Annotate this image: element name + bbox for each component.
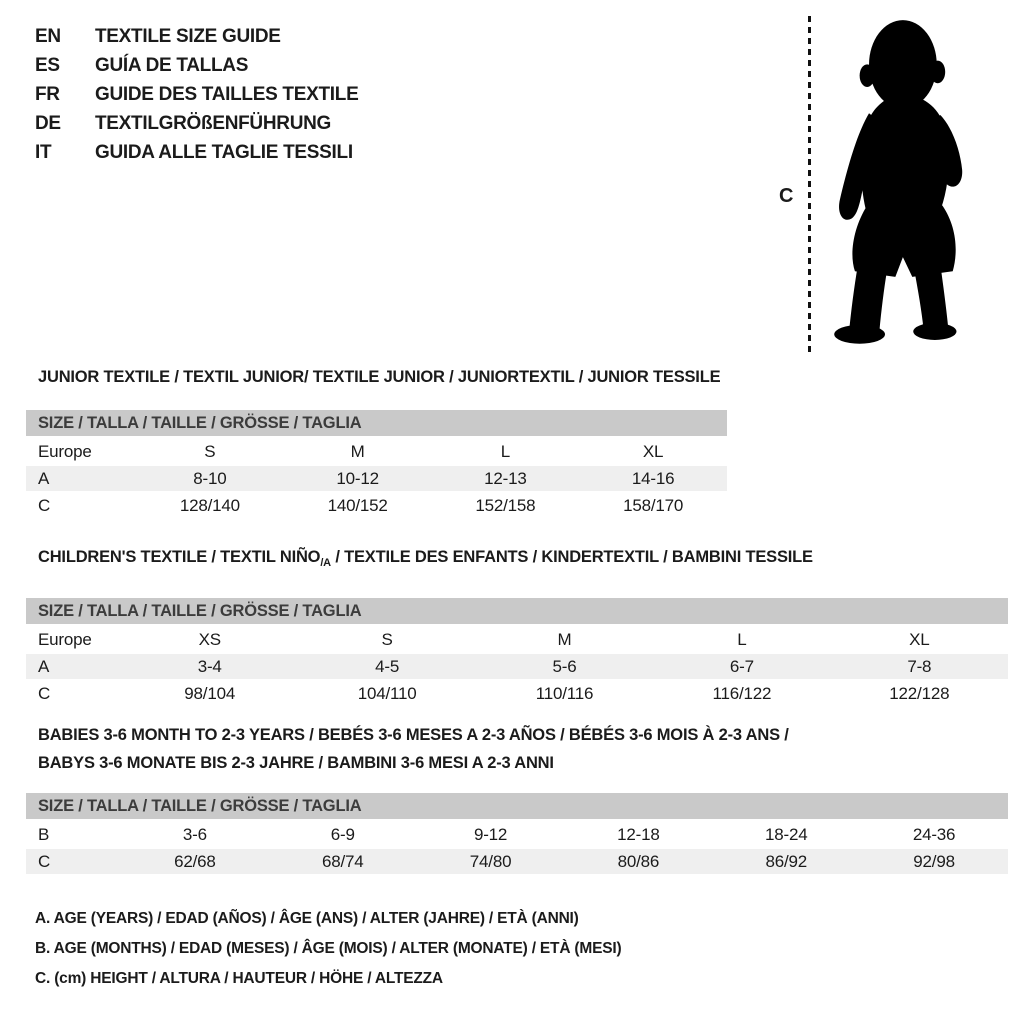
row-label: Europe xyxy=(38,629,92,649)
row-label: C xyxy=(38,495,51,515)
childrens-textile-section xyxy=(0,547,1024,706)
height-cell: 80/86 xyxy=(617,851,660,871)
height-cell: 104/110 xyxy=(357,683,417,703)
table-row xyxy=(26,493,727,518)
height-cell: 140/152 xyxy=(327,495,388,515)
height-cell: 122/128 xyxy=(889,683,950,703)
heading-line: BABYS 3-6 MONATE BIS 2-3 JAHRE / BAMBINI 3-6 MESI A 2-3 ANNI xyxy=(38,754,554,772)
table-row xyxy=(26,439,727,464)
size-cell: L xyxy=(737,629,747,649)
language-row-es xyxy=(35,51,358,80)
size-cell: XS xyxy=(198,629,221,649)
language-title-block xyxy=(35,22,358,167)
language-code: ES xyxy=(35,54,60,76)
age-cell: 10-12 xyxy=(336,468,379,488)
size-header-bar: SIZE / TALLA / TAILLE / GRÖSSE / TAGLIA xyxy=(26,793,1008,819)
age-cell: 3-4 xyxy=(197,656,222,676)
language-row-it xyxy=(35,138,358,167)
row-label: A xyxy=(38,656,50,676)
height-cell: 86/92 xyxy=(765,851,807,871)
height-cell: 92/98 xyxy=(913,851,955,871)
heading-part: / TEXTILE DES ENFANTS / KINDERTEXTIL / BAMBINI TESSILE xyxy=(330,548,813,566)
height-cell: 128/140 xyxy=(179,495,240,515)
size-cell: XL xyxy=(909,629,930,649)
footnote-height-cm: C. (cm) HEIGHT / ALTURA / HAUTEUR / HÖHE / ALTEZZA xyxy=(35,970,443,987)
age-cell: 24-36 xyxy=(912,824,956,844)
row-label: C xyxy=(38,683,51,703)
height-cell: 74/80 xyxy=(469,851,512,871)
heading-subscript: /A xyxy=(320,557,331,569)
babies-section xyxy=(0,721,1024,874)
age-cell: 7-8 xyxy=(907,656,932,676)
table-row xyxy=(26,822,1008,847)
table-row xyxy=(26,627,1008,652)
height-cell: 158/170 xyxy=(623,495,684,515)
table-row xyxy=(26,466,727,491)
age-cell: 12-13 xyxy=(484,468,527,488)
size-cell: L xyxy=(500,441,510,461)
section-heading xyxy=(38,721,1024,777)
table-row xyxy=(26,681,1008,706)
size-cell: S xyxy=(381,629,393,649)
height-cell: 98/104 xyxy=(184,683,236,703)
legend-footnotes xyxy=(35,904,621,994)
height-measure-dotted-line xyxy=(808,16,811,354)
size-header-bar: SIZE / TALLA / TAILLE / GRÖSSE / TAGLIA xyxy=(26,410,727,436)
size-header-bar: SIZE / TALLA / TAILLE / GRÖSSE / TAGLIA xyxy=(26,598,1008,624)
row-label: A xyxy=(38,468,50,488)
row-label: B xyxy=(38,824,50,844)
language-code: DE xyxy=(35,112,61,134)
language-code: FR xyxy=(35,83,60,105)
language-code: IT xyxy=(35,141,52,163)
row-label: Europe xyxy=(38,441,92,461)
height-measure-label: C xyxy=(779,185,794,207)
footnote-age-months: B. AGE (MONTHS) / EDAD (MESES) / ÂGE (MOIS) / ALTER (MONATE) / ETÀ (MESI) xyxy=(35,940,622,957)
size-cell: S xyxy=(204,441,216,461)
language-row-en xyxy=(35,22,358,51)
section-heading xyxy=(38,547,1024,574)
height-cell: 152/158 xyxy=(475,495,536,515)
height-cell: 110/116 xyxy=(535,683,594,703)
age-cell: 5-6 xyxy=(552,656,577,676)
heading-line: BABIES 3-6 MONTH TO 2-3 YEARS / BEBÉS 3-6 MESES A 2-3 AÑOS / BÉBÉS 3-6 MOIS À 2-3 ANS / xyxy=(38,726,789,744)
height-cell: 116/122 xyxy=(712,683,772,703)
table-row xyxy=(26,849,1008,874)
age-cell: 9-12 xyxy=(473,824,508,844)
guide-title: TEXTILGRÖßENFÜHRUNG xyxy=(95,112,332,134)
age-cell: 8-10 xyxy=(193,468,227,488)
table-row xyxy=(26,654,1008,679)
age-cell: 6-7 xyxy=(729,656,754,676)
heading-part: CHILDREN'S TEXTILE / TEXTIL NIÑO xyxy=(38,548,321,566)
language-row-de xyxy=(35,109,358,138)
age-cell: 6-9 xyxy=(330,824,355,844)
junior-textile-section xyxy=(0,367,1024,518)
row-label: C xyxy=(38,851,51,871)
height-cell: 68/74 xyxy=(321,851,364,871)
size-cell: M xyxy=(350,441,365,461)
height-cell: 62/68 xyxy=(174,851,216,871)
language-row-fr xyxy=(35,80,358,109)
toddler-silhouette-icon xyxy=(822,6,980,356)
footnote-age-years: A. AGE (YEARS) / EDAD (AÑOS) / ÂGE (ANS) / ALTER (JAHRE) / ETÀ (ANNI) xyxy=(35,910,579,927)
language-code: EN xyxy=(35,25,61,47)
age-cell: 14-16 xyxy=(631,468,675,488)
age-cell: 12-18 xyxy=(617,824,660,844)
size-cell: M xyxy=(557,629,572,649)
guide-title: GUIDE DES TAILLES TEXTILE xyxy=(95,83,359,105)
section-heading: JUNIOR TEXTILE / TEXTIL JUNIOR/ TEXTILE JUNIOR / JUNIORTEXTIL / JUNIOR TESSILE xyxy=(38,368,721,386)
age-cell: 3-6 xyxy=(182,824,207,844)
guide-title: GUIDA ALLE TAGLIE TESSILI xyxy=(95,141,353,163)
age-cell: 18-24 xyxy=(764,824,808,844)
guide-title: GUÍA DE TALLAS xyxy=(95,54,249,76)
age-cell: 4-5 xyxy=(375,656,400,676)
size-cell: XL xyxy=(642,441,664,461)
guide-title: TEXTILE SIZE GUIDE xyxy=(95,25,281,47)
